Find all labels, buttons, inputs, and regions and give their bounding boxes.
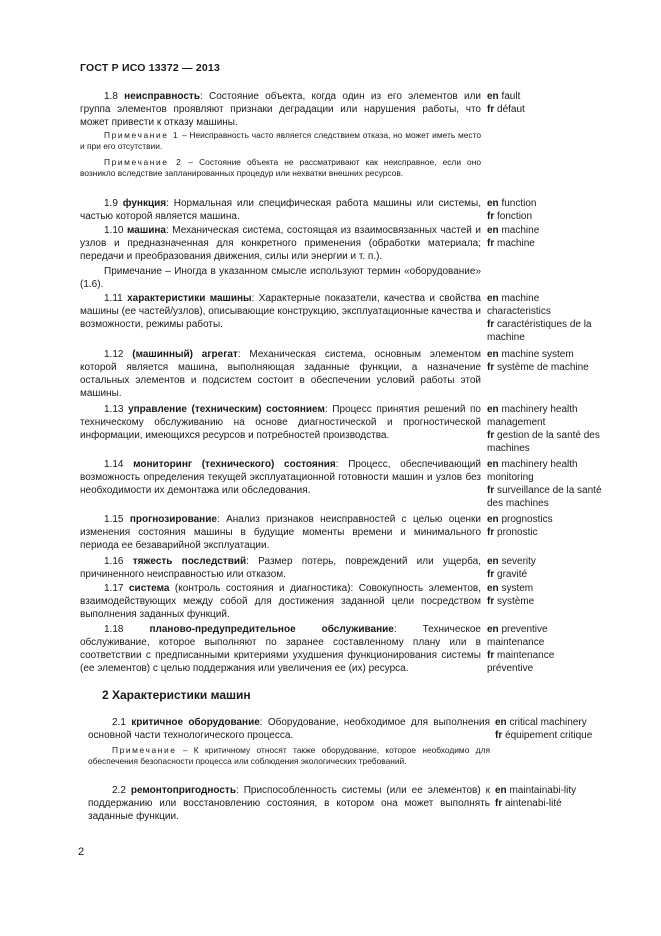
term-name: критичное оборудование xyxy=(131,717,260,728)
term-equivalents-1-8: en fault fr défaut xyxy=(487,91,525,115)
english-equivalent: function xyxy=(501,198,537,209)
note-1-8-1 xyxy=(80,130,481,152)
english-equivalent: machinery health xyxy=(501,459,578,470)
note-label: Примечание 2 xyxy=(104,157,183,167)
note-text: – Неисправность часто является следствием отказа, но может иметь место и при его отсутствии. xyxy=(80,130,481,152)
term-equivalents-1-10: en machine fr machine xyxy=(487,225,540,249)
english-equivalent: machine xyxy=(501,225,540,236)
note-text: – К критичному относят также оборудование, которое необходимо для обеспечения безопасности процесса или соблюдения экологических требований. xyxy=(88,745,490,767)
term-name: (машинный) агрегат xyxy=(132,349,238,360)
french-equivalent-cont: préventive xyxy=(487,663,534,674)
french-equivalent-cont: machines xyxy=(487,443,530,454)
english-equivalent: machine system xyxy=(501,349,574,360)
french-equivalent: gestion de la santé des xyxy=(497,430,600,441)
page-number: 2 xyxy=(78,846,85,858)
term-entry-2-2 xyxy=(88,784,490,823)
term-equivalents-1-15: en prognostics fr pronostic xyxy=(487,514,553,538)
term-entry-1-17 xyxy=(80,582,481,621)
term-equivalents-2-2: en maintainabi-lity fr aintenabi-lité xyxy=(495,785,577,809)
french-equivalent: caractéristiques de la xyxy=(497,319,592,330)
french-equivalent: système de machine xyxy=(497,362,589,373)
term-entry-1-15 xyxy=(80,513,481,552)
term-entry-2-1 xyxy=(88,716,490,742)
entry-number: 1.15 xyxy=(104,514,130,525)
entry-number: 2.2 xyxy=(112,785,131,796)
term-entry-1-12 xyxy=(80,348,481,400)
note-2-1 xyxy=(88,745,490,767)
term-definition: : Процесс, обеспечивающий возможность определения текущей эксплуатационной готовности машин и узлов без необходимости их демонтажа или обследования. xyxy=(80,459,481,496)
term-name: неисправность xyxy=(124,91,200,102)
term-equivalents-1-17: en system fr système xyxy=(487,583,535,607)
english-equivalent: system xyxy=(501,583,534,594)
french-equivalent: aintenabi-lité xyxy=(505,798,562,809)
english-equivalent: severity xyxy=(501,556,536,567)
note-text: – Состояние объекта не рассматривают как неисправное, если оно возникло вследствие запланированных процедур или нехватки внешних ресурсов. xyxy=(80,157,481,179)
term-name: функция xyxy=(122,198,167,209)
english-equivalent: maintainabi-lity xyxy=(509,785,577,796)
section-title: 2 Характеристики машин xyxy=(102,688,251,702)
term-name: тяжесть последствий xyxy=(132,556,247,567)
french-equivalent: défaut xyxy=(497,104,525,115)
french-equivalent-cont: des machines xyxy=(487,498,549,509)
term-entry-1-16 xyxy=(80,555,481,581)
term-equivalents-1-11: en machine characteristics fr caractéristiques de la machine xyxy=(487,292,627,344)
term-equivalents-1-9: en function fr fonction xyxy=(487,198,537,222)
term-name: прогнозирование xyxy=(129,514,217,525)
term-equivalents-1-14: en machinery health monitoring fr surveillance de la santé des machines xyxy=(487,458,627,510)
entry-number: 1.13 xyxy=(104,404,129,415)
term-entry-1-8 xyxy=(80,90,481,129)
term-name: планово-предупредительное обслуживание xyxy=(149,624,394,635)
english-equivalent: machinery health xyxy=(501,404,578,415)
french-equivalent-cont: machine xyxy=(487,332,525,343)
term-equivalents-1-18: en preventive maintenance fr maintenance préventive xyxy=(487,623,627,675)
entry-number: 1.16 xyxy=(104,556,133,567)
term-definition: : Оборудование, необходимое для выполнения основной части технологического процесса. xyxy=(88,717,490,741)
french-equivalent: système xyxy=(497,596,535,607)
note-label: Примечание xyxy=(104,266,162,277)
french-equivalent: surveillance de la santé xyxy=(497,485,602,496)
term-equivalents-1-16: en severity fr gravité xyxy=(487,556,536,580)
english-equivalent: prognostics xyxy=(501,514,553,525)
english-equivalent-cont: management xyxy=(487,417,546,428)
term-name: машина xyxy=(127,225,166,236)
english-equivalent: fault xyxy=(501,91,521,102)
term-definition: : Механическая система, основным элементом которой является машина, выполняющая заданные функции, а назначение остальных элементов и подсистем состоит в обеспечении условий работы этой машины. xyxy=(80,349,481,399)
english-equivalent: critical machinery xyxy=(509,717,587,728)
term-name: характеристики машины xyxy=(127,293,252,304)
french-equivalent: maintenance xyxy=(497,650,555,661)
document-header: ГОСТ Р ИСО 13372 — 2013 xyxy=(80,62,220,74)
entry-number: 2.1 xyxy=(112,717,132,728)
entry-number: 1.11 xyxy=(104,293,128,304)
english-equivalent-cont: maintenance xyxy=(487,637,545,648)
term-definition: : Нормальная или специфическая работа машины или системы, частью которой является машина. xyxy=(80,198,481,222)
term-entry-1-13 xyxy=(80,403,481,442)
term-entry-1-18 xyxy=(80,623,481,675)
term-definition: : Анализ признаков неисправностей с целью оценки изменения состояния машины в будущие моменты времени и минимального периода ее безаварийной эксплуатации. xyxy=(80,514,481,551)
entry-number: 1.17 xyxy=(104,583,129,594)
entry-number: 1.14 xyxy=(104,459,134,470)
term-definition: (контроль состояния и диагностика): Совокупность элементов, взаимодействующих между собой для достижения заданной цели посредством выполнения заданных функций. xyxy=(80,583,481,620)
term-name: управление (техническим) состоянием xyxy=(128,404,325,415)
term-entry-1-11 xyxy=(80,292,481,331)
note-1-10 xyxy=(80,265,481,291)
term-definition: : Размер потерь, повреждений или ущерба, причиненного неисправностью или отказом. xyxy=(80,556,481,580)
english-equivalent: machine xyxy=(501,293,540,304)
term-name: ремонтопригодность xyxy=(130,785,236,796)
english-equivalent: preventive xyxy=(501,624,548,635)
entry-number: 1.12 xyxy=(104,349,133,360)
term-equivalents-1-13: en machinery health management fr gestion de la santé des machines xyxy=(487,403,627,455)
french-equivalent: équipement critique xyxy=(505,730,593,741)
note-label: Примечание 1 xyxy=(104,130,180,140)
term-entry-1-14 xyxy=(80,458,481,497)
note-label: Примечание xyxy=(112,745,177,755)
note-text: – Иногда в указанном смысле используют термин «оборудование» (1.6). xyxy=(80,266,481,290)
entry-number: 1.9 xyxy=(104,198,123,209)
french-equivalent: pronostic xyxy=(497,527,538,538)
entry-number: 1.8 xyxy=(104,91,125,102)
entry-number: 1.10 xyxy=(104,225,128,236)
term-definition: : Приспособленность системы (или ее элементов) к поддержанию или восстановлению состояния, в котором она может выполнять заданные функции. xyxy=(88,785,490,822)
note-1-8-2 xyxy=(80,157,481,179)
term-definition: : Техническое обслуживание, которое выполняют по заранее составленному плану или в соответствии с предписанными критериями ухудшения функционирования системы (ее элементов) с целью поддержания или увеличения ее (их) ресурса. xyxy=(80,624,481,674)
french-equivalent: gravité xyxy=(497,569,528,580)
term-equivalents-1-12: en machine system fr système de machine xyxy=(487,349,589,373)
term-definition: : Механическая система, состоящая из взаимосвязанных частей и узлов и предназначенная для конкретного применения (обработки материала; передачи и преобразования движения, силы или энергии и т. п.). xyxy=(80,225,481,262)
english-equivalent-cont: monitoring xyxy=(487,472,534,483)
french-equivalent: fonction xyxy=(497,211,533,222)
term-name: система xyxy=(128,583,170,594)
term-entry-1-9 xyxy=(80,197,481,223)
term-entry-1-10 xyxy=(80,224,481,263)
term-definition: : Состояние объекта, когда один из его элементов или группа элементов проявляют признаки деградации или нарушения работы, что может привести к отказу машины. xyxy=(80,91,482,128)
french-equivalent: machine xyxy=(497,238,535,249)
term-definition: : Процесс принятия решений по техническому обслуживанию на основе диагностической и прогностической информации, имеющихся ресурсов и потребностей производства. xyxy=(80,404,481,441)
entry-number: 1.18 xyxy=(104,624,150,635)
term-definition: : Характерные показатели, качества и свойства машины (ее частей/узлов), описывающие конструкцию, эксплуатационные качества и возможности, режимы работы. xyxy=(80,293,481,330)
english-equivalent-cont: characteristics xyxy=(487,306,551,317)
term-equivalents-2-1: en critical machinery fr équipement critique xyxy=(495,717,593,741)
term-name: мониторинг (технического) состояния xyxy=(133,459,336,470)
